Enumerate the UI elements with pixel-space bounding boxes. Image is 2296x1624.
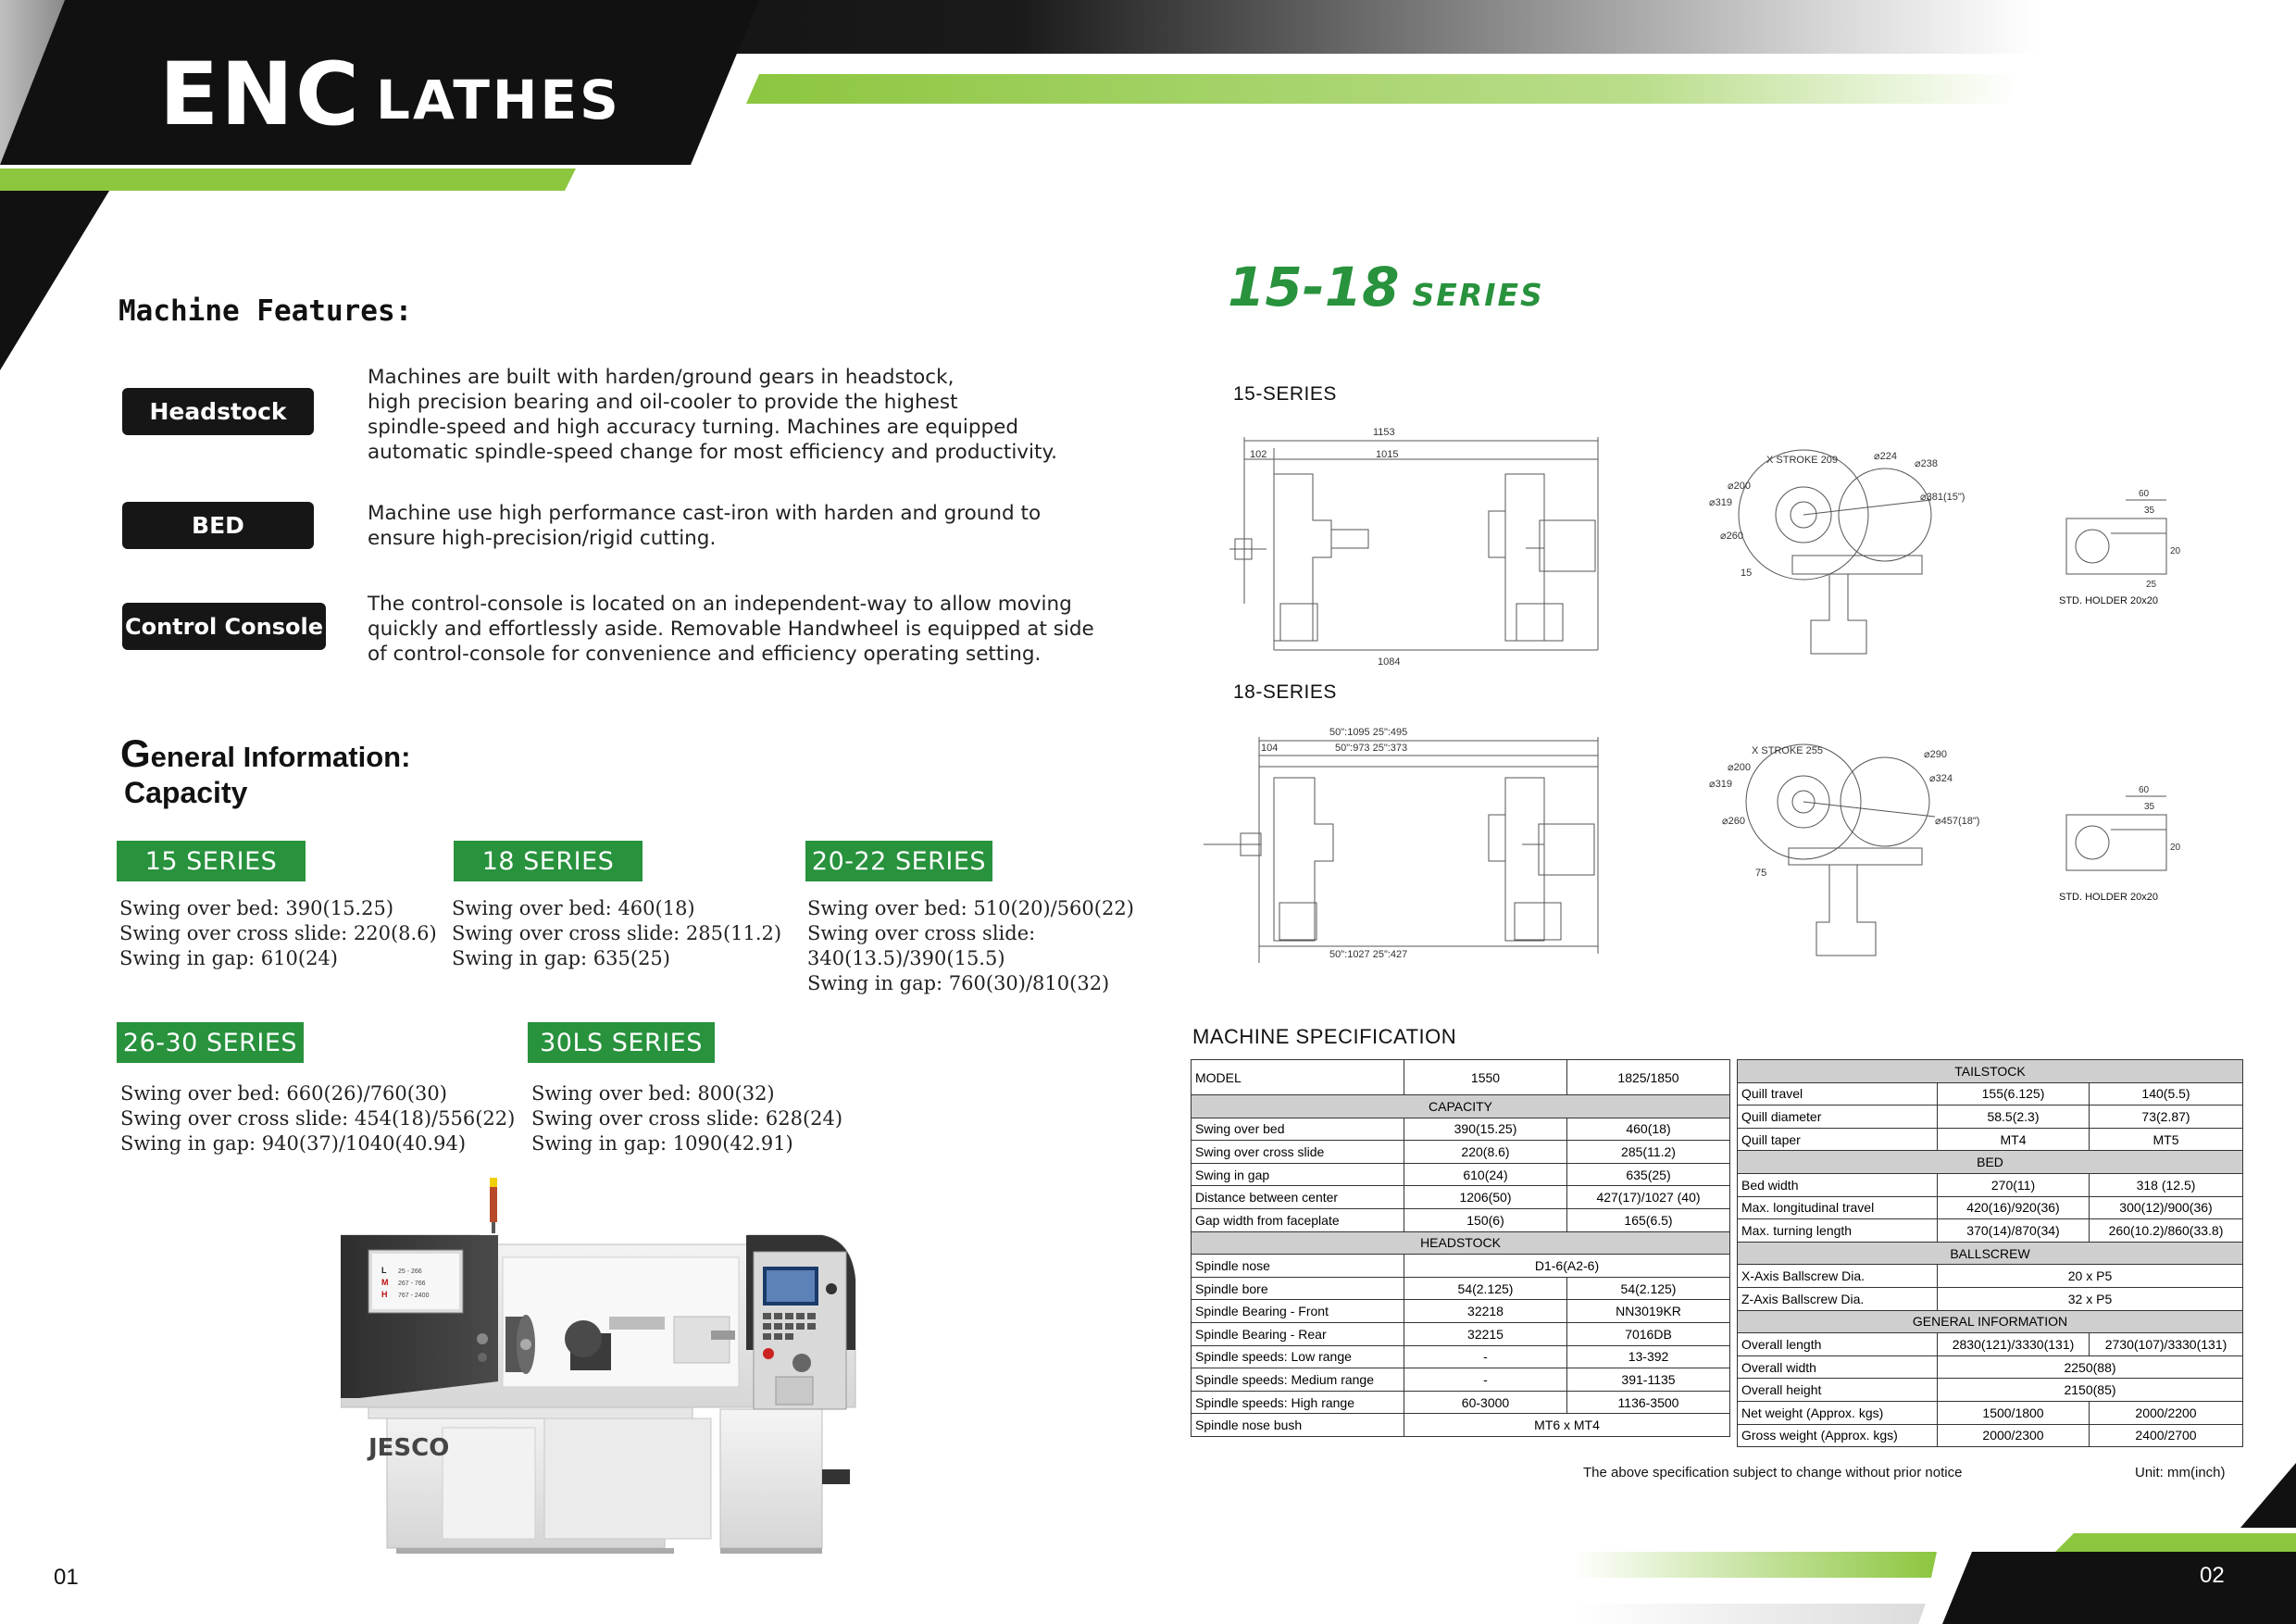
screen-gear-l: L — [381, 1266, 387, 1275]
section-row — [1738, 1151, 2243, 1174]
section-row — [1738, 1060, 2243, 1083]
series-badge-26-30: 26-30 SERIES — [117, 1022, 304, 1063]
drawing-15-chuck — [1700, 435, 1987, 657]
chuck-18-d457: ⌀457(18") — [1935, 816, 1980, 827]
table-row: Spindle speeds: Medium range - 391-1135 — [1192, 1368, 1730, 1392]
machine-features-heading: Machine Features: — [119, 294, 413, 328]
table-cell: 1550 — [1404, 1060, 1567, 1095]
screen-gear-m: M — [381, 1278, 389, 1287]
dim-15-center: 1015 — [1376, 449, 1399, 460]
table-row: Gap width from faceplate 150(6) 165(6.5) — [1192, 1208, 1730, 1231]
spec-disclaimer-note: The above specification subject to change without prior notice — [1583, 1465, 1963, 1480]
table-row: Max. longitudinal travel 420(16)/920(36) 300(12)/900(36) — [1738, 1196, 2243, 1219]
dim-15-bottom: 1084 — [1378, 656, 1401, 668]
spec-table-right — [1737, 1059, 2243, 1447]
chuck-15-d224: ⌀224 — [1874, 451, 1897, 462]
chuck-18-n75: 75 — [1755, 868, 1767, 879]
chuck-18-d324: ⌀324 — [1929, 773, 1953, 784]
table-row: Overall height 2150(85) — [1738, 1379, 2243, 1402]
series-badge-20-22: 20-22 SERIES — [805, 841, 992, 881]
svg-text:25 - 266: 25 - 266 — [398, 1268, 422, 1275]
chuck-15-d260: ⌀260 — [1720, 531, 1743, 542]
page-title-enc: ENC — [159, 44, 361, 145]
table-row: Quill travel 155(6.125) 140(5.5) — [1738, 1082, 2243, 1106]
dim-18-top2: 50":973 25":373 — [1335, 743, 1408, 754]
screen-gear-h: H — [381, 1290, 388, 1299]
chuck-15-d381: ⌀381(15") — [1920, 492, 1965, 503]
general-information-heading: General Information: — [120, 731, 411, 775]
feature-text-headstock: Machines are built with harden/ground gears in headstock, high precision bearing and oil-cooler to provide the highest spindle-speed and high accuracy turning. Machines are equipped automatic spindle-speed change for most efficiency and productivity. — [368, 366, 1057, 464]
chuck-18-d200: ⌀200 — [1728, 762, 1751, 773]
chuck-15-d238: ⌀238 — [1915, 458, 1938, 469]
chuck-15-n15: 15 — [1741, 568, 1753, 579]
section-row — [1192, 1095, 1730, 1118]
series-text-20-22: Swing over bed: 510(20)/560(22) Swing over cross slide: 340(13.5)/390(15.5) Swing in gap: 760(30)/810(32) — [807, 897, 1134, 994]
table-row: Spindle Bearing - Rear 32215 7016DB — [1192, 1322, 1730, 1345]
drawing-15-lathe-plan — [1229, 418, 1655, 668]
drawing-18-holder — [2055, 778, 2185, 907]
table-row: Z-Axis Ballscrew Dia. 32 x P5 — [1738, 1287, 2243, 1310]
holder-18-w60: 60 — [2139, 785, 2150, 795]
holder-15-h20: 20 — [2170, 546, 2181, 556]
series-text-15: Swing over bed: 390(15.25) Swing over cross slide: 220(8.6) Swing in gap: 610(24) — [119, 897, 437, 969]
feature-text-bed: Machine use high performance cast-iron with harden and ground to ensure high-precision/rigid cutting. — [368, 502, 1042, 550]
feature-label-bed: BED — [122, 502, 314, 549]
page-number-right: 02 — [2200, 1563, 2225, 1588]
holder-15-w60: 60 — [2139, 489, 2150, 499]
capacity-heading: Capacity — [124, 776, 248, 809]
series-badge-18: 18 SERIES — [454, 841, 643, 881]
table-row: Bed width 270(11) 318 (12.5) — [1738, 1173, 2243, 1196]
table-row: Spindle speeds: Low range - 13-392 — [1192, 1345, 1730, 1368]
dim-18-bottom: 50":1027 25":427 — [1329, 949, 1408, 960]
chuck-18-d260: ⌀260 — [1722, 816, 1745, 827]
table-row: Max. turning length 370(14)/870(34) 260(10.2)/860(33.8) — [1738, 1219, 2243, 1243]
footer-decoration — [1574, 1463, 2296, 1624]
section-row — [1738, 1242, 2243, 1265]
table-row: Net weight (Approx. kgs) 1500/1800 2000/2200 — [1738, 1401, 2243, 1424]
table-row: Spindle nose D1-6(A2-6) — [1192, 1255, 1730, 1278]
table-row: Spindle nose bush MT6 x MT4 — [1192, 1414, 1730, 1437]
machine-specification-heading: MACHINE SPECIFICATION — [1192, 1025, 1457, 1048]
table-row: Swing in gap 610(24) 635(25) — [1192, 1163, 1730, 1186]
table-row: Overall length 2830(121)/3330(131) 2730(107)/3330(131) — [1738, 1333, 2243, 1356]
table-row — [1192, 1060, 1730, 1095]
page-number-left: 01 — [54, 1565, 79, 1590]
table-cell: MODEL — [1192, 1060, 1404, 1095]
drawing-18-chuck — [1700, 737, 1987, 959]
page-title-lathes: LATHES — [376, 69, 621, 131]
chuck-18-x-stroke: X STROKE 255 — [1752, 745, 1824, 756]
section-title-ballscrew: BALLSCREW — [1738, 1242, 2243, 1265]
drawing-label-15: 15-SERIES — [1233, 383, 1337, 405]
table-cell: 1825/1850 — [1567, 1060, 1730, 1095]
section-title-headstock: HEADSTOCK — [1192, 1231, 1730, 1255]
dim-15-left: 102 — [1250, 449, 1267, 460]
table-row: X-Axis Ballscrew Dia. 20 x P5 — [1738, 1265, 2243, 1288]
chuck-18-d290: ⌀290 — [1924, 749, 1947, 760]
table-row: Swing over bed 390(15.25) 460(18) — [1192, 1118, 1730, 1141]
series-badge-30ls: 30LS SERIES — [528, 1022, 715, 1063]
feature-label-headstock: Headstock — [122, 388, 314, 435]
chuck-18-d319: ⌀319 — [1709, 779, 1732, 790]
chuck-15-x-stroke: X STROKE 209 — [1766, 455, 1839, 466]
dim-18-left: 104 — [1261, 743, 1279, 754]
dim-15-total: 1153 — [1373, 427, 1395, 438]
section-row — [1192, 1231, 1730, 1255]
feature-text-control-console: The control-console is located on an independent-way to allow moving quickly and effortlessly aside. Removable Handwheel is equipped at side of control-console for convenience and efficiency operating setting. — [368, 593, 1094, 666]
drawing-label-18: 18-SERIES — [1233, 681, 1337, 703]
holder-18-w35: 35 — [2144, 802, 2155, 812]
holder-15-w35: 35 — [2144, 506, 2155, 516]
svg-text:267 - 766: 267 - 766 — [398, 1280, 426, 1287]
holder-15-h25: 25 — [2146, 580, 2157, 590]
holder-15-caption: STD. HOLDER 20x20 — [2059, 595, 2158, 606]
lathe-machine-image — [341, 1178, 902, 1559]
section-title-bed: BED — [1738, 1151, 2243, 1174]
series-text-30ls: Swing over bed: 800(32) Swing over cross slide: 628(24) Swing in gap: 1090(42.91) — [531, 1082, 843, 1155]
table-row: Overall width 2250(88) — [1738, 1355, 2243, 1379]
table-row: Quill diameter 58.5(2.3) 73(2.87) — [1738, 1106, 2243, 1129]
table-row: Spindle speeds: High range 60-3000 1136-3500 — [1192, 1391, 1730, 1414]
holder-18-h20: 20 — [2170, 843, 2181, 853]
series-heading: 15-18 SERIES — [1228, 256, 1544, 319]
drawing-18-lathe-plan — [1204, 722, 1666, 963]
table-row: Spindle bore 54(2.125) 54(2.125) — [1192, 1277, 1730, 1300]
chuck-15-d200: ⌀200 — [1728, 481, 1751, 492]
spec-table-left — [1191, 1059, 1730, 1437]
drawing-15-holder — [2055, 481, 2185, 611]
section-title-capacity: CAPACITY — [1192, 1095, 1730, 1118]
series-text-18: Swing over bed: 460(18) Swing over cross slide: 285(11.2) Swing in gap: 635(25) — [452, 897, 782, 969]
svg-text:767 - 2400: 767 - 2400 — [398, 1293, 430, 1299]
feature-label-control-console: Control Console — [122, 603, 326, 650]
series-text-26-30: Swing over bed: 660(26)/760(30) Swing over cross slide: 454(18)/556(22) Swing in gap: 940(37)/1040(40.94) — [120, 1082, 516, 1155]
table-row: Quill taper MT4 MT5 — [1738, 1128, 2243, 1151]
spec-unit-note: Unit: mm(inch) — [2135, 1465, 2226, 1480]
table-row: Distance between center 1206(50) 427(17)/1027 (40) — [1192, 1186, 1730, 1209]
section-title-tailstock: TAILSTOCK — [1738, 1060, 2243, 1083]
series-badge-15: 15 SERIES — [117, 841, 306, 881]
holder-18-caption: STD. HOLDER 20x20 — [2059, 892, 2158, 903]
table-row: Spindle Bearing - Front 32218 NN3019KR — [1192, 1300, 1730, 1323]
chuck-15-d319: ⌀319 — [1709, 497, 1732, 508]
table-row: Gross weight (Approx. kgs) 2000/2300 2400/2700 — [1738, 1424, 2243, 1447]
machine-brand-logo: JESCO — [368, 1434, 450, 1462]
section-row — [1738, 1310, 2243, 1333]
dim-18-top1: 50":1095 25":495 — [1329, 727, 1408, 738]
table-row: Swing over cross slide 220(8.6) 285(11.2) — [1192, 1141, 1730, 1164]
section-title-general-information: GENERAL INFORMATION — [1738, 1310, 2243, 1333]
